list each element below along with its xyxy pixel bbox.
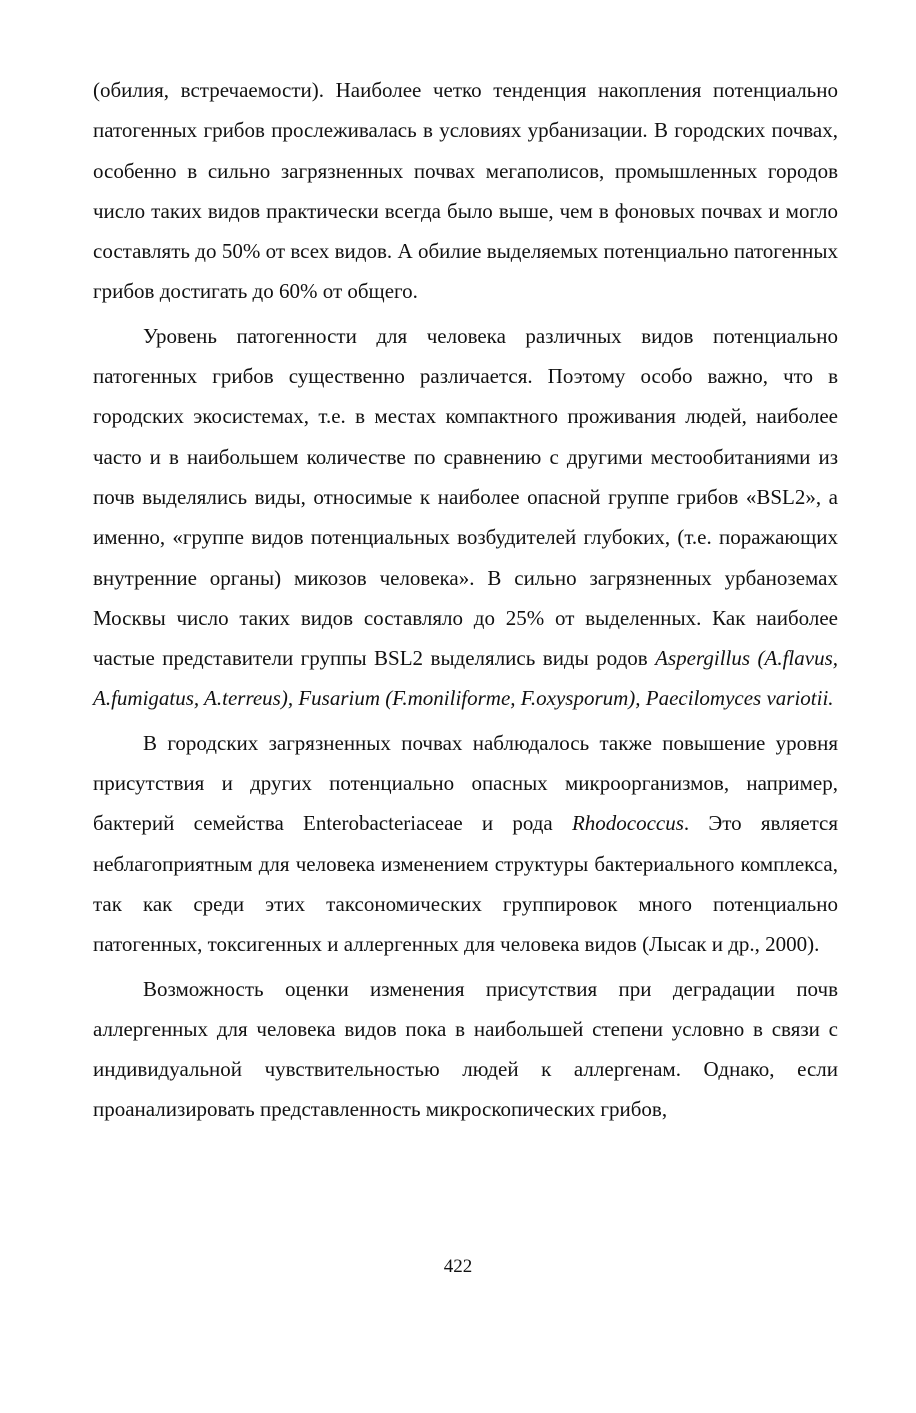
page-number: 422 xyxy=(443,1256,473,1277)
paragraph-3-text-before: В городских загрязненных почвах наблюдалось также повышение уровня присутствия и других потенциально опасных микроорганизмов, например, бактерий семейства Enterobacteriaceae и рода xyxy=(93,730,838,836)
paragraph-4-text: Возможность оценки изменения присутствия при деградации почв аллергенных для человека видов пока в наибольшей степени условно в связи с индивидуальной чувствительностью людей к аллергенам. Однако, если проанализировать представленность микроскопических грибов, xyxy=(93,976,838,1122)
paragraph-3-genus-italic: Rhodococcus xyxy=(571,811,684,836)
paragraph-1-text: (обилия, встречаемости). Наиболее четко тенденция накопления потенциально патогенных грибов прослеживалась в условиях урбанизации. В городских почвах, особенно в сильно загрязненных почвах мегаполисов, промышленных городов число таких видов практически всегда было выше, чем в фоновых почвах и могло составлять до 50% от всех видов. А обилие выделяемых потенциально патогенных грибов достигать до 60% от общего. xyxy=(93,78,838,304)
paragraph-4 xyxy=(93,969,838,1130)
paragraph-2-species-italic: Aspergillus (A.flavus, A.fumigatus, A.terreus), Fusarium (F.moniliforme, F.oxysporum), Paecilomyces variotii. xyxy=(93,646,838,711)
paragraph-1 xyxy=(93,70,838,312)
document-body xyxy=(93,70,838,1130)
paragraph-3-text-after: . Это является неблагоприятным для человека изменением структуры бактериального комплекса, так как среди этих таксономических группировок много потенциально патогенных, токсигенных и аллергенных для человека видов (Лысак и др., 2000). xyxy=(93,811,839,957)
paragraph-2 xyxy=(93,316,838,719)
paragraph-2-text: Уровень патогенности для человека различных видов потенциально патогенных грибов существенно различается. Поэтому особо важно, что в городских экосистемах, т.е. в местах компактного проживания людей, наиболее часто и в наибольшем количестве по сравнению с другими местообитаниями из почв выделялись виды, относимые к наиболее опасной группе грибов «BSL2», а именно, «группе видов потенциальных возбудителей глубоких, (т.е. поражающих внутренние органы) микозов человека». В сильно загрязненных урбаноземах Москвы число таких видов составляло до 25% от выделенных. Как наиболее частые представители группы BSL2 выделялись виды родов xyxy=(93,323,838,671)
paragraph-3 xyxy=(93,723,838,965)
